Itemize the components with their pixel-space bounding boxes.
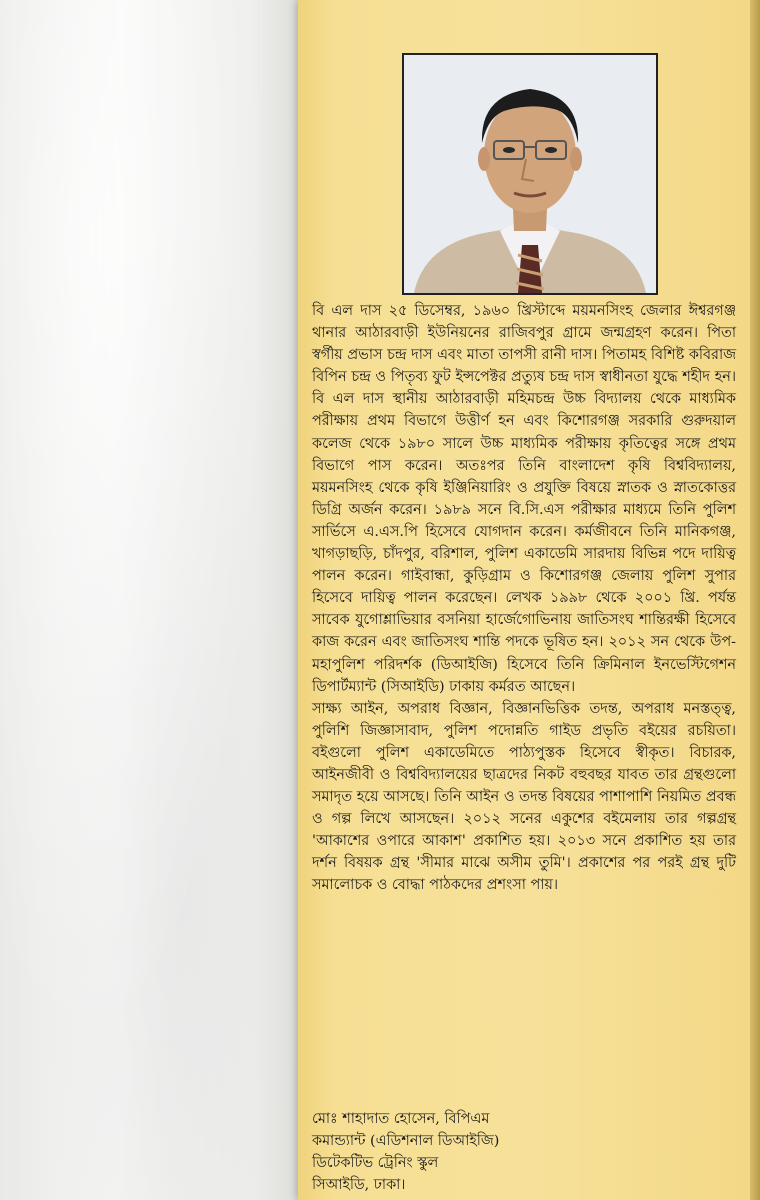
author-portrait-illustration (404, 55, 656, 293)
signature-institution: ডিটেকটিভ ট্রেনিং স্কুল (312, 1155, 439, 1172)
author-biography (312, 300, 736, 897)
bio-paragraph-2: সাক্ষ্য আইন, অপরাধ বিজ্ঞান, বিজ্ঞানভিত্তিক তদন্ত, অপরাধ মনস্তত্ত্ব, পুলিশি জিজ্ঞাসাবাদ, পুলিশ পদোন্নতি গাইড প্রভৃতি বইয়ের রচয়িতা। বইগুলো পুলিশ একাডেমিতে পাঠ্যপুস্তক হিসেবে স্বীকৃত। বিচারক, আইনজীবী ও বিশ্ববিদ্যালয়ের ছাত্রদের নিকট বহুবছর যাবত তার গ্রন্থগুলো সমাদৃত হয়ে আসছে। তিনি আইন ও তদন্ত বিষয়ের পাশাপাশি নিয়মিত প্রবন্ধ ও গল্প লিখে আসছেন। ২০১২ সনের একুশের বইমেলায় তার গল্পগ্রন্থ 'আকাশের ওপারে আকাশ' প্রকাশিত হয়। ২০১৩ সনে প্রকাশিত হয় তার দর্শন বিষয়ক গ্রন্থ 'সীমার মাঝে অসীম তুমি'। প্রকাশের পর পরই গ্রন্থ দুটি সমালোচক ও বোদ্ধা পাঠকদের প্রশংসা পায়। (312, 700, 736, 894)
bio-paragraph-1: বি এল দাস ২৫ ডিসেম্বর, ১৯৬০ খ্রিস্টাব্দে ময়মনসিংহ জেলার ঈশ্বরগঞ্জ থানার আঠারবাড়ী ইউনিয়নের রাজিবপুর গ্রামে জন্মগ্রহণ করেন। পিতা স্বর্গীয় প্রভাস চন্দ্র দাস এবং মাতা তাপসী রানী দাস। পিতামহ বিশিষ্ট কবিরাজ বিপিন চন্দ্র ও পিতৃব্য ফুট ইন্সপেক্টর প্রত্যুষ চন্দ্র দাস স্বাধীনতা যুদ্ধে শহীদ হন। বি এল দাস স্থানীয় আঠারবাড়ী মহিমচন্দ্র উচ্চ বিদ্যালয় থেকে মাধ্যমিক পরীক্ষায় প্রথম বিভাগে উত্তীর্ণ হন এবং কিশোরগঞ্জ সরকারি গুরুদয়াল কলেজ থেকে ১৯৮০ সালে উচ্চ মাধ্যমিক পরীক্ষায় কৃতিত্বের সঙ্গে প্রথম বিভাগে পাস করেন। অতঃপর তিনি বাংলাদেশ কৃষি বিশ্ববিদ্যালয়, ময়মনসিংহ থেকে কৃষি ইঞ্জিনিয়ারিং ও প্রযুক্তি বিষয়ে স্নাতক ও স্নাতকোত্তর ডিগ্রি অর্জন করেন। ১৯৮৯ সনে বি.সি.এস পরীক্ষার মাধ্যমে তিনি পুলিশ সার্ভিসে এ.এস.পি হিসেবে যোগদান করেন। কর্মজীবনে তিনি মানিকগঞ্জ, খাগড়াছড়ি, চাঁদপুর, বরিশাল, পুলিশ একাডেমি সারদায় বিভিন্ন পদে দায়িত্ব পালন করেন। গাইবান্ধা, কুড়িগ্রাম ও কিশোরগঞ্জ জেলায় পুলিশ সুপার হিসেবে দায়িত্ব পালন করেছেন। লেখক ১৯৯৮ থেকে ২০০১ খ্রি. পর্যন্ত সাবেক যুগোশ্লাভিয়ার বসনিয়া হার্জেগোভিনায় জাতিসংঘ শান্তিরক্ষী হিসেবে কাজ করেন এবং জাতিসংঘ শান্তি পদকে ভূষিত হন। ২০১২ সন থেকে উপ-মহাপুলিশ পরিদর্শক (ডিআইজি) হিসেবে তিনি ক্রিমিনাল ইনভেস্টিগেশন ডিপার্টম্যান্ট (সিআইডি) ঢাকায় কর্মরত আছেন। (312, 303, 736, 695)
signature-name: মোঃ শাহাদাত হোসেন, বিপিএম (312, 1111, 490, 1127)
author-photo (402, 53, 658, 295)
signature-title: কমান্ড্যান্ট (এডিশনাল ডিআইজি) (312, 1133, 500, 1150)
signature-block (312, 1108, 736, 1196)
book-endpaper (0, 0, 300, 1200)
signature-location: সিআইডি, ঢাকা। (312, 1177, 406, 1194)
flap-edge (750, 0, 760, 1200)
